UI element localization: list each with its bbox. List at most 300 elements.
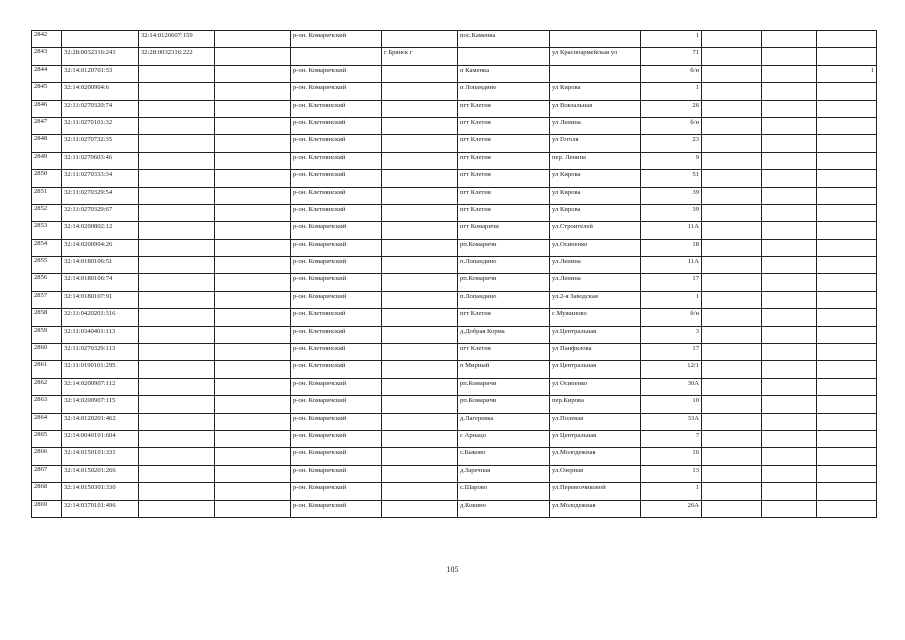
table-row [32,309,877,326]
cell-locality: с.Шарово [458,483,550,500]
cell-extra-col-2 [762,326,817,343]
cell-street: ул.2-я Заводская [550,291,641,308]
cell-extra-col-2 [762,274,817,291]
cell-house-number: 17 [641,344,702,361]
cell-extra-col-2 [762,378,817,395]
cell-previous-cadastral-number [139,100,215,117]
cell-previous-cadastral-number [139,326,215,343]
cell-street: ул.Осипенко [550,239,641,256]
cell-extra-number [215,170,291,187]
cell-extra-number [215,413,291,430]
cell-locality: пгт Клетня [458,187,550,204]
cell-extra-number [215,100,291,117]
cell-district: р-он. Комаричский [291,65,382,82]
cell-district: р-он. Комаричский [291,83,382,100]
cell-row-number: 2861 [32,361,62,378]
cell-city [382,239,458,256]
cell-street: ул Кирова [550,170,641,187]
cell-street: ул.Перевозчиковой [550,483,641,500]
cell-house-number: 39 [641,187,702,204]
cell-street: ул Осипенко [550,378,641,395]
cell-cadastral-number: 32:11:0270603:46 [62,152,139,169]
cell-count [817,204,877,221]
cell-house-number: 11А [641,222,702,239]
cell-cadastral-number: 32:14:0200802:12 [62,222,139,239]
cell-city [382,152,458,169]
cell-previous-cadastral-number [139,117,215,134]
cell-cadastral-number: 32:14:0200904:6 [62,83,139,100]
cell-extra-col-1 [702,187,762,204]
cell-locality: рп.Комаричи [458,378,550,395]
cell-count [817,413,877,430]
table-row [32,152,877,169]
cell-district: р-он. Клетнянский [291,204,382,221]
cell-previous-cadastral-number [139,465,215,482]
cell-street: ул.Ленина [550,274,641,291]
cell-extra-number [215,448,291,465]
cell-count [817,117,877,134]
table-row [32,100,877,117]
cell-district [291,48,382,65]
cell-district: р-он. Клетнянский [291,117,382,134]
cell-house-number: 39 [641,204,702,221]
cell-previous-cadastral-number: 32:28:0032316:222 [139,48,215,65]
cell-extra-col-2 [762,361,817,378]
cell-previous-cadastral-number [139,135,215,152]
cell-extra-number [215,465,291,482]
cell-street: ул Вокзальная [550,100,641,117]
table-row [32,448,877,465]
cell-extra-number [215,222,291,239]
cell-locality: пос.Каменка [458,31,550,48]
cell-house-number: 18 [641,239,702,256]
table-row [32,135,877,152]
cell-district: р-он. Клетнянский [291,152,382,169]
cell-row-number: 2868 [32,483,62,500]
cell-row-number: 2844 [32,65,62,82]
cell-locality: д.Добрая Корма [458,326,550,343]
cell-district: р-он. Комаричский [291,239,382,256]
cell-district: р-он. Клетнянский [291,326,382,343]
cell-district: р-он. Комаричский [291,430,382,447]
table-row [32,413,877,430]
cell-cadastral-number: 32:14:0120201:462 [62,413,139,430]
table-row [32,465,877,482]
cell-previous-cadastral-number [139,309,215,326]
cell-locality: пгт Клетня [458,204,550,221]
cell-extra-number [215,430,291,447]
cell-extra-col-2 [762,48,817,65]
cell-extra-col-2 [762,413,817,430]
cell-street [550,65,641,82]
table-row [32,117,877,134]
cell-cadastral-number: 32:11:0190101:295 [62,361,139,378]
cell-street: ул.Полевая [550,413,641,430]
cell-house-number: 26 [641,100,702,117]
cell-extra-number [215,31,291,48]
cell-extra-number [215,257,291,274]
cell-extra-col-2 [762,430,817,447]
cell-street: ул Гоголя [550,135,641,152]
cell-city [382,187,458,204]
page-number: 105 [446,565,459,574]
cell-count [817,187,877,204]
cell-district: р-он. Комаричский [291,448,382,465]
cell-extra-col-1 [702,344,762,361]
cell-cadastral-number: 32:11:0340401:113 [62,326,139,343]
cell-district: р-он. Комаричский [291,465,382,482]
cell-city [382,257,458,274]
cell-cadastral-number: 32:11:0270329:67 [62,204,139,221]
cell-extra-number [215,483,291,500]
cell-house-number: 16 [641,448,702,465]
cell-district: р-он. Комаричский [291,222,382,239]
table-row [32,326,877,343]
cell-extra-number [215,135,291,152]
cell-extra-col-1 [702,117,762,134]
cell-extra-col-2 [762,31,817,48]
cell-house-number: 1 [641,291,702,308]
cell-house-number: 71 [641,48,702,65]
cell-row-number: 2845 [32,83,62,100]
cell-previous-cadastral-number [139,65,215,82]
cell-street: ул.Молодежная [550,500,641,517]
cell-city [382,448,458,465]
cell-house-number: б/н [641,117,702,134]
cell-district: р-он. Клетнянский [291,135,382,152]
cell-locality: д.Заречная [458,465,550,482]
table-row [32,378,877,395]
cell-count [817,222,877,239]
cell-row-number: 2843 [32,48,62,65]
cell-extra-number [215,361,291,378]
cell-district: р-он. Комаричский [291,31,382,48]
cell-city [382,326,458,343]
cell-extra-number [215,204,291,221]
table-row [32,396,877,413]
cell-previous-cadastral-number [139,483,215,500]
cell-cadastral-number: 32:14:0150301:330 [62,483,139,500]
cell-cadastral-number: 32:11:0270333:34 [62,170,139,187]
cell-city [382,274,458,291]
cell-row-number: 2848 [32,135,62,152]
cell-street [550,31,641,48]
table-row [32,187,877,204]
cell-street: ул.Центральная [550,326,641,343]
cell-locality: пгт Клетня [458,170,550,187]
cell-count [817,291,877,308]
cell-extra-col-1 [702,378,762,395]
cell-city [382,309,458,326]
cell-extra-col-2 [762,204,817,221]
cell-extra-col-1 [702,100,762,117]
cell-extra-number [215,83,291,100]
cell-previous-cadastral-number [139,274,215,291]
cell-cadastral-number: 32:14:0370101:496 [62,500,139,517]
cell-extra-number [215,187,291,204]
cell-previous-cadastral-number [139,378,215,395]
cell-house-number: 11А [641,257,702,274]
cell-house-number: 10 [641,396,702,413]
cell-street: ул Кирова [550,204,641,221]
cell-city [382,483,458,500]
cell-district: р-он. Клетнянский [291,344,382,361]
cell-count [817,465,877,482]
cell-city [382,31,458,48]
cell-extra-col-1 [702,170,762,187]
cell-extra-col-2 [762,170,817,187]
cell-count [817,500,877,517]
table-row [32,291,877,308]
cell-district: р-он. Клетнянский [291,309,382,326]
cell-cadastral-number: 32:14:0150101:331 [62,448,139,465]
cell-house-number: 23 [641,135,702,152]
cell-house-number: 26А [641,500,702,517]
cell-extra-col-1 [702,361,762,378]
cell-count [817,309,877,326]
cell-cadastral-number: 32:14:0040101:604 [62,430,139,447]
cell-extra-col-2 [762,65,817,82]
table-row [32,500,877,517]
cell-street: ул Ленина [550,117,641,134]
cell-cadastral-number: 32:14:0200907:112 [62,378,139,395]
cell-district: р-он. Комаричский [291,274,382,291]
cell-city [382,222,458,239]
cell-previous-cadastral-number [139,396,215,413]
cell-house-number: 1 [641,483,702,500]
cell-locality: пгт Комаричи [458,222,550,239]
cell-extra-number [215,65,291,82]
cell-extra-number [215,291,291,308]
cell-row-number: 2851 [32,187,62,204]
cell-extra-col-1 [702,204,762,221]
cell-locality: п Каменка [458,65,550,82]
cell-street: ул.Строителей [550,222,641,239]
cell-extra-number [215,378,291,395]
cell-locality: пгт Клетня [458,309,550,326]
cell-previous-cadastral-number [139,430,215,447]
cell-district: р-он. Комаричский [291,483,382,500]
cell-locality [458,48,550,65]
cell-house-number: 13 [641,465,702,482]
cell-previous-cadastral-number [139,222,215,239]
cell-count [817,396,877,413]
cell-house-number: б/н [641,309,702,326]
cell-city [382,378,458,395]
cell-row-number: 2855 [32,257,62,274]
cell-extra-col-1 [702,448,762,465]
cell-count [817,48,877,65]
cell-street: ул Центральная [550,361,641,378]
cell-extra-col-2 [762,500,817,517]
cell-street: ул Красноармейская ул [550,48,641,65]
cell-locality: с.Быково [458,448,550,465]
cell-extra-col-1 [702,222,762,239]
cell-row-number: 2869 [32,500,62,517]
cell-extra-col-1 [702,83,762,100]
cell-extra-col-1 [702,48,762,65]
cell-extra-col-2 [762,483,817,500]
table-row [32,430,877,447]
cell-previous-cadastral-number [139,291,215,308]
cell-count [817,100,877,117]
cell-row-number: 2862 [32,378,62,395]
cell-district: р-он. Клетнянский [291,170,382,187]
cell-previous-cadastral-number [139,152,215,169]
cell-row-number: 2849 [32,152,62,169]
cell-district: р-он. Комаричский [291,378,382,395]
cell-district: р-он. Клетнянский [291,100,382,117]
cell-district: р-он. Клетнянский [291,361,382,378]
cell-locality: п Мирный [458,361,550,378]
cell-district: р-он. Комаричский [291,257,382,274]
table-row [32,31,877,48]
cell-extra-number [215,326,291,343]
cell-extra-col-2 [762,222,817,239]
cell-city [382,344,458,361]
cell-extra-col-1 [702,65,762,82]
cell-row-number: 2853 [32,222,62,239]
cell-locality: пгт Клетня [458,117,550,134]
cell-row-number: 2865 [32,430,62,447]
cell-count [817,430,877,447]
cell-cadastral-number: 32:14:0120701:53 [62,65,139,82]
cell-locality: д.Лагеревка [458,413,550,430]
cell-city [382,361,458,378]
cell-city [382,396,458,413]
cell-extra-col-2 [762,117,817,134]
cell-locality: рп.Комаричи [458,396,550,413]
cell-count [817,83,877,100]
cell-extra-col-2 [762,83,817,100]
cell-extra-number [215,274,291,291]
cell-street: пер. Ленина [550,152,641,169]
table-row [32,204,877,221]
cell-city [382,100,458,117]
cell-extra-col-1 [702,135,762,152]
cell-row-number: 2860 [32,344,62,361]
cell-cadastral-number: 32:14:0200907:115 [62,396,139,413]
cell-row-number: 2854 [32,239,62,256]
cell-extra-col-1 [702,413,762,430]
cell-street: ул Кирова [550,83,641,100]
cell-locality: пгт Клетня [458,152,550,169]
cell-city [382,65,458,82]
cell-house-number: 30А [641,378,702,395]
cell-district: р-он. Комаричский [291,396,382,413]
cell-cadastral-number [62,31,139,48]
cell-city [382,291,458,308]
cell-house-number: 3 [641,326,702,343]
cell-count [817,344,877,361]
cell-row-number: 2858 [32,309,62,326]
cell-previous-cadastral-number [139,187,215,204]
table-row [32,344,877,361]
cell-locality: рп.Комаричи [458,274,550,291]
cell-extra-number [215,396,291,413]
cell-locality: пгт Клетня [458,344,550,361]
cell-count: 1 [817,65,877,82]
cell-city [382,204,458,221]
cell-cadastral-number: 32:14:0150201:266 [62,465,139,482]
cell-house-number: 7 [641,430,702,447]
cell-row-number: 2859 [32,326,62,343]
table-row [32,170,877,187]
cell-extra-col-2 [762,100,817,117]
cell-house-number: 1 [641,31,702,48]
cell-extra-col-1 [702,239,762,256]
table-row [32,483,877,500]
table-row [32,361,877,378]
cell-count [817,135,877,152]
cell-count [817,31,877,48]
cell-cadastral-number: 32:14:0200904:26 [62,239,139,256]
cell-street: ул.Озерная [550,465,641,482]
cell-extra-col-2 [762,239,817,256]
cell-house-number: 9 [641,152,702,169]
cell-district: р-он. Комаричский [291,291,382,308]
cell-city [382,170,458,187]
table-row [32,239,877,256]
cell-row-number: 2850 [32,170,62,187]
cell-previous-cadastral-number [139,239,215,256]
cell-extra-col-1 [702,326,762,343]
cell-locality: п Лопандино [458,83,550,100]
cell-previous-cadastral-number [139,500,215,517]
cell-locality: п.Лопандино [458,291,550,308]
cell-count [817,326,877,343]
cell-extra-col-2 [762,257,817,274]
cell-house-number: 33А [641,413,702,430]
cell-row-number: 2857 [32,291,62,308]
cell-cadastral-number: 32:14:0180107:91 [62,291,139,308]
cell-count [817,378,877,395]
cell-extra-col-2 [762,135,817,152]
cell-count [817,448,877,465]
cell-cadastral-number: 32:11:0270732:35 [62,135,139,152]
cell-city [382,117,458,134]
cell-count [817,239,877,256]
cell-locality: пгт Клетня [458,135,550,152]
cell-extra-col-1 [702,31,762,48]
cell-extra-col-1 [702,309,762,326]
cell-district: р-он. Комаричский [291,500,382,517]
table-row [32,48,877,65]
cell-street: ул Панфилова [550,344,641,361]
table-row [32,83,877,100]
cell-extra-col-2 [762,152,817,169]
cell-extra-col-1 [702,274,762,291]
cell-street: с Мужиново [550,309,641,326]
cell-previous-cadastral-number [139,204,215,221]
cell-extra-col-1 [702,500,762,517]
cell-locality: с Арнацо [458,430,550,447]
cell-extra-col-2 [762,465,817,482]
cell-locality: пгт Клетня [458,100,550,117]
cell-city [382,500,458,517]
cell-extra-col-2 [762,448,817,465]
cell-previous-cadastral-number [139,170,215,187]
cell-previous-cadastral-number: 32:14:0120607:159 [139,31,215,48]
cell-cadastral-number: 32:11:0270329:54 [62,187,139,204]
cell-extra-number [215,239,291,256]
table-row [32,257,877,274]
cell-extra-col-2 [762,396,817,413]
cell-extra-col-1 [702,396,762,413]
cell-count [817,257,877,274]
cell-row-number: 2864 [32,413,62,430]
cell-street: ул.Молодежная [550,448,641,465]
